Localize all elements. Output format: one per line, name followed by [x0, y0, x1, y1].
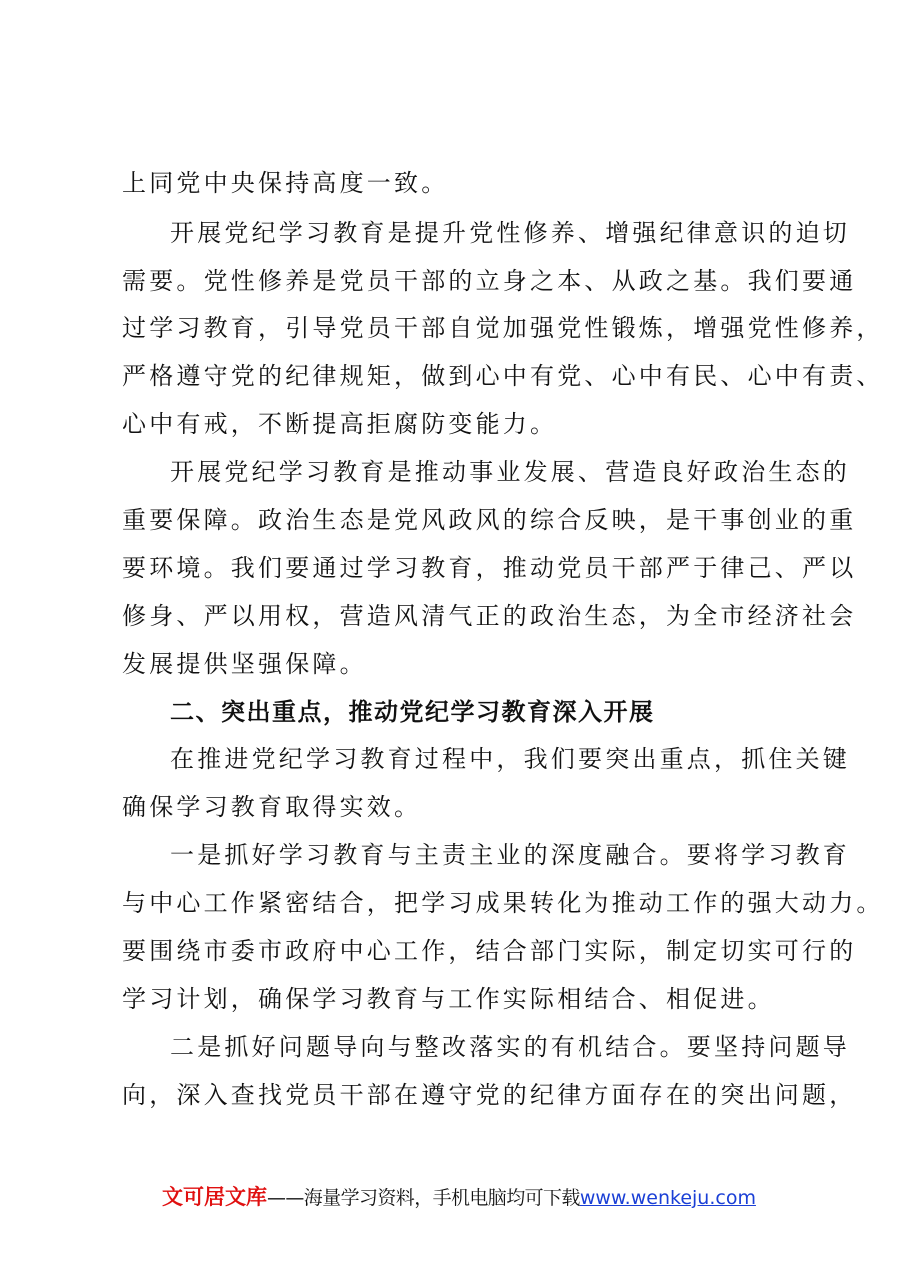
body-line: 发展提供坚强保障。	[122, 650, 367, 678]
footer-website-link[interactable]: www.wenkeju.com	[579, 1187, 756, 1209]
body-line: 要围绕市委市政府中心工作，结合部门实际，制定切实可行的	[122, 937, 857, 965]
paragraph-start-line: 开展党纪学习教育是提升党性修养、增强纪律意识的迫切	[170, 219, 850, 247]
body-line: 向，深入查找党员干部在遵守党的纪律方面存在的突出问题，	[122, 1081, 857, 1109]
footer-banner	[162, 1183, 756, 1211]
body-line: 重要保障。政治生态是党风政风的综合反映，是干事创业的重	[122, 506, 857, 534]
body-line: 学习计划，确保学习教育与工作实际相结合、相促进。	[122, 985, 775, 1013]
body-line: 修身、严以用权，营造风清气正的政治生态，为全市经济社会	[122, 602, 857, 630]
body-line: 心中有戒，不断提高拒腐防变能力。	[122, 410, 558, 438]
footer-slogan: ——海量学习资料，手机电脑均可下载	[267, 1187, 580, 1209]
paragraph-start-line: 在推进党纪学习教育过程中，我们要突出重点，抓住关键	[170, 745, 850, 773]
body-line: 要环境。我们要通过学习教育，推动党员干部严于律己、严以	[122, 554, 857, 582]
paragraph-start-line: 开展党纪学习教育是推动事业发展、营造良好政治生态的	[170, 458, 850, 486]
body-line: 过学习教育，引导党员干部自觉加强党性锻炼，增强党性修养，	[122, 314, 884, 342]
body-line: 需要。党性修养是党员干部的立身之本、从政之基。我们要通	[122, 267, 857, 295]
footer-brand: 文可居文库	[162, 1185, 267, 1209]
body-line: 确保学习教育取得实效。	[122, 793, 422, 821]
paragraph-start-line: 二是抓好问题导向与整改落实的有机结合。要坚持问题导	[170, 1033, 850, 1061]
body-line: 上同党中央保持高度一致。	[122, 169, 449, 197]
body-line: 严格遵守党的纪律规矩，做到心中有党、心中有民、心中有责、	[122, 362, 884, 390]
body-line: 与中心工作紧密结合，把学习成果转化为推动工作的强大动力。	[122, 889, 884, 917]
paragraph-start-line: 一是抓好学习教育与主责主业的深度融合。要将学习教育	[170, 841, 850, 869]
section-heading: 二、突出重点，推动党纪学习教育深入开展	[170, 698, 655, 726]
